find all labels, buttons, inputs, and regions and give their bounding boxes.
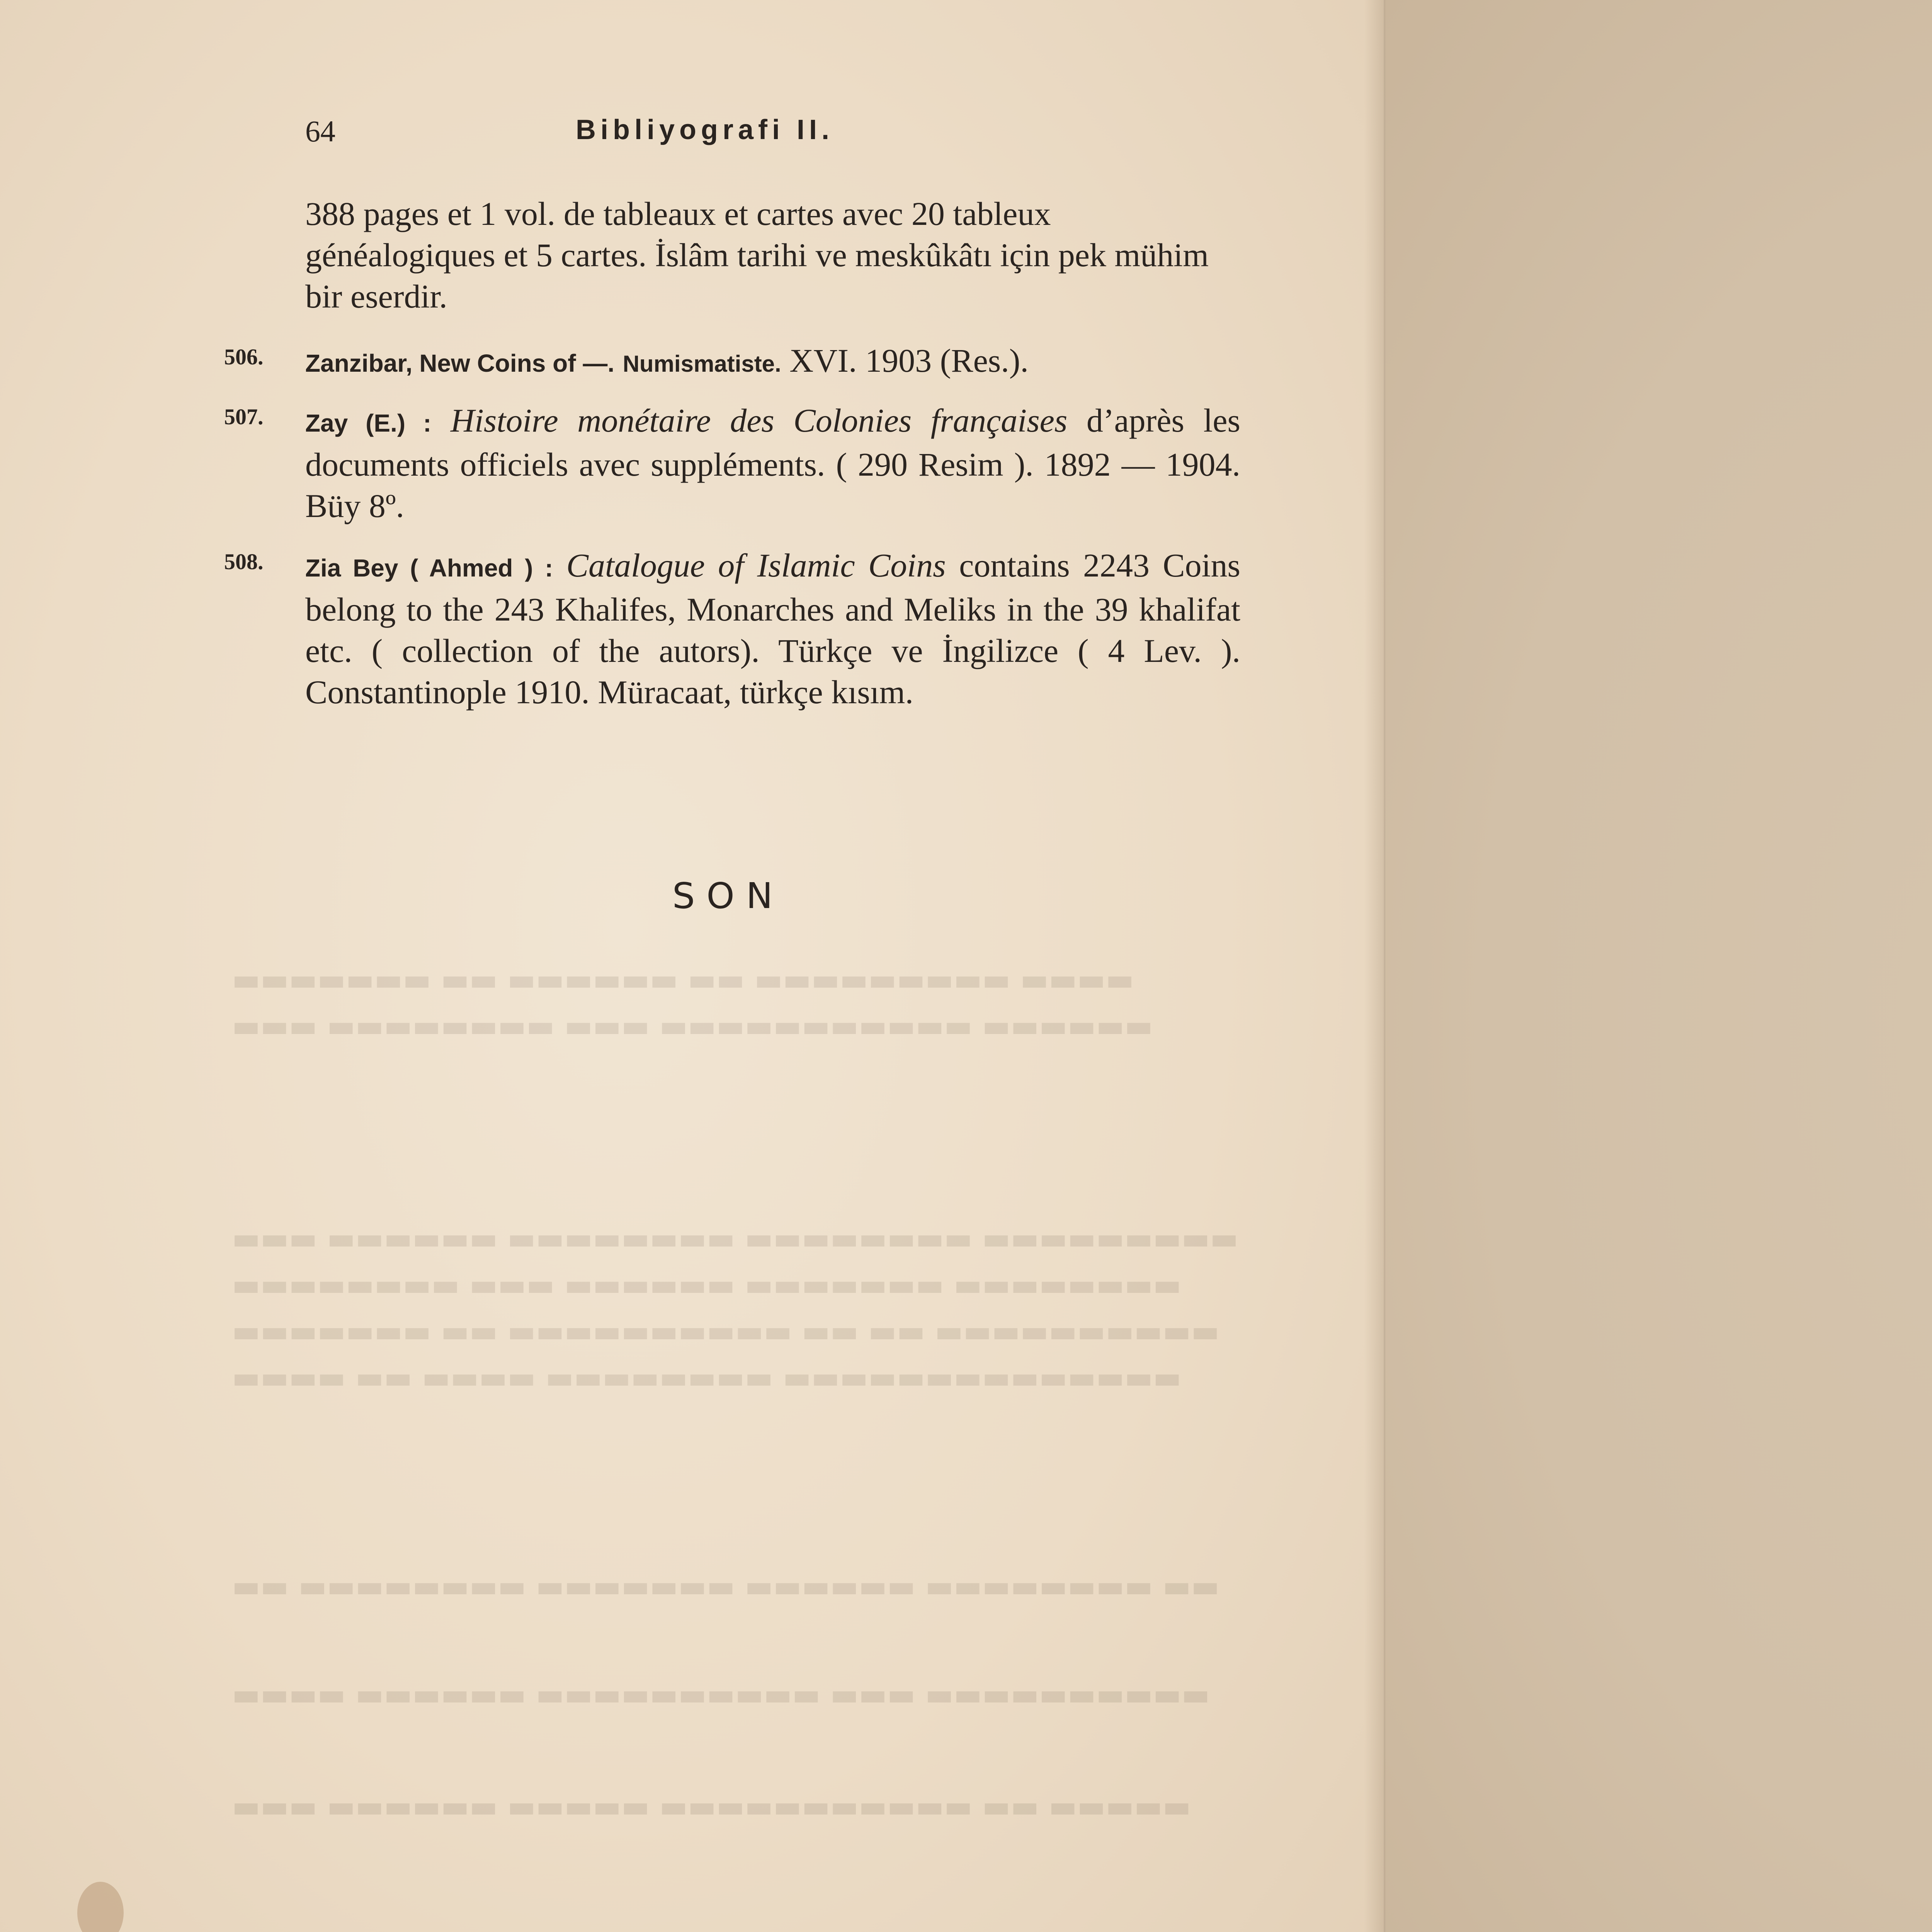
paper-stain (77, 1882, 124, 1932)
closing-word: SON (672, 875, 784, 917)
entry-body (305, 400, 1240, 527)
entry-number: 507. (224, 404, 264, 429)
entry-details: d’après les documents officiels avec suppléments. ( 290 Resim ). 1892 — 1904. Büy 8º. (305, 402, 1241, 524)
show-through-text: ▬▬▬▬▬▬▬▬▬▬▬▬▬▬ ▬▬▬▬▬▬▬▬ ▬▬▬▬ ▬▬ ▬▬▬▬ (232, 1361, 1182, 1395)
show-through-text: ▬▬▬▬▬▬▬▬ ▬▬▬▬▬▬▬ ▬▬▬▬▬▬ ▬▬▬ ▬▬▬▬▬▬▬▬ (232, 1268, 1182, 1303)
entry-details: XVI. 1903 (Res.). (789, 342, 1029, 379)
entry-title: Catalogue of Islamic Coins (566, 547, 946, 584)
right-page-blank (1385, 0, 1932, 1932)
entry-author: Zanzibar, New Coins of —. (305, 349, 615, 377)
entry-author: Zay (E.) : (305, 409, 432, 437)
bibliography-entry (224, 545, 1240, 761)
show-through-text: ▬▬ ▬▬▬▬▬▬▬▬ ▬▬▬▬▬▬ ▬▬▬▬▬▬▬ ▬▬▬▬▬▬▬▬ ▬▬ (232, 1569, 1219, 1604)
bibliography-entry (224, 400, 1240, 531)
entry-source: Numismatiste. (622, 351, 781, 377)
page-header (305, 114, 923, 156)
entry-body (305, 545, 1240, 713)
continued-entry-text: 388 pages et 1 vol. de tableaux et cartes avec 20 tableux généalogiques et 5 cartes. İslâm tarihi ve meskûkâtı için pek mühim bir eserdir. (305, 195, 1209, 315)
show-through-text: ▬▬▬▬▬▬▬▬▬▬ ▬▬ ▬▬ ▬▬▬▬▬▬▬▬▬▬ ▬▬ ▬▬▬▬▬▬▬ (232, 1314, 1219, 1349)
entry-author: Zia Bey ( Ahmed ) : (305, 554, 553, 582)
entry-number: 508. (224, 549, 264, 574)
entry-title: Histoire monétaire des Colonies françaises (450, 402, 1068, 439)
show-through-text: ▬▬▬▬▬▬ ▬▬▬▬▬▬▬▬▬▬▬ ▬▬▬ ▬▬▬▬▬▬▬▬ ▬▬▬ (232, 1009, 1153, 1044)
page-number: 64 (305, 114, 335, 148)
entry-body (305, 340, 1240, 384)
entry-number: 506. (224, 344, 264, 369)
show-through-text: ▬▬▬▬ ▬▬▬▬▬▬▬▬▬ ▬▬ ▬▬▬▬▬▬ ▬▬ ▬▬▬▬▬▬▬ (232, 963, 1134, 997)
entry-details: contains 2243 Coins belong to the 243 Khalifes, Monarches and Meliks in the 39 khalifat etc. ( collection of the autors). Türkçe ve İngilizce ( 4 Lev. ). Constantinople 1910. Müracaat, türkçe kısım. (305, 547, 1241, 711)
running-title: Bibliyografi II. (576, 114, 834, 145)
show-through-text: ▬▬▬▬▬▬▬▬▬ ▬▬▬▬▬▬▬▬ ▬▬▬▬▬▬▬▬ ▬▬▬▬▬▬ ▬▬▬ (232, 1221, 1238, 1256)
show-through-text: ▬▬▬▬▬ ▬▬ ▬▬▬▬▬▬▬▬▬▬▬ ▬▬▬▬▬ ▬▬▬▬▬▬ ▬▬▬ (232, 1789, 1191, 1824)
show-through-text: ▬▬▬▬▬▬▬▬▬▬ ▬▬▬ ▬▬▬▬▬▬▬▬▬▬ ▬▬▬▬▬▬ ▬▬▬▬ (232, 1677, 1210, 1712)
bibliography-entry (224, 340, 1240, 383)
